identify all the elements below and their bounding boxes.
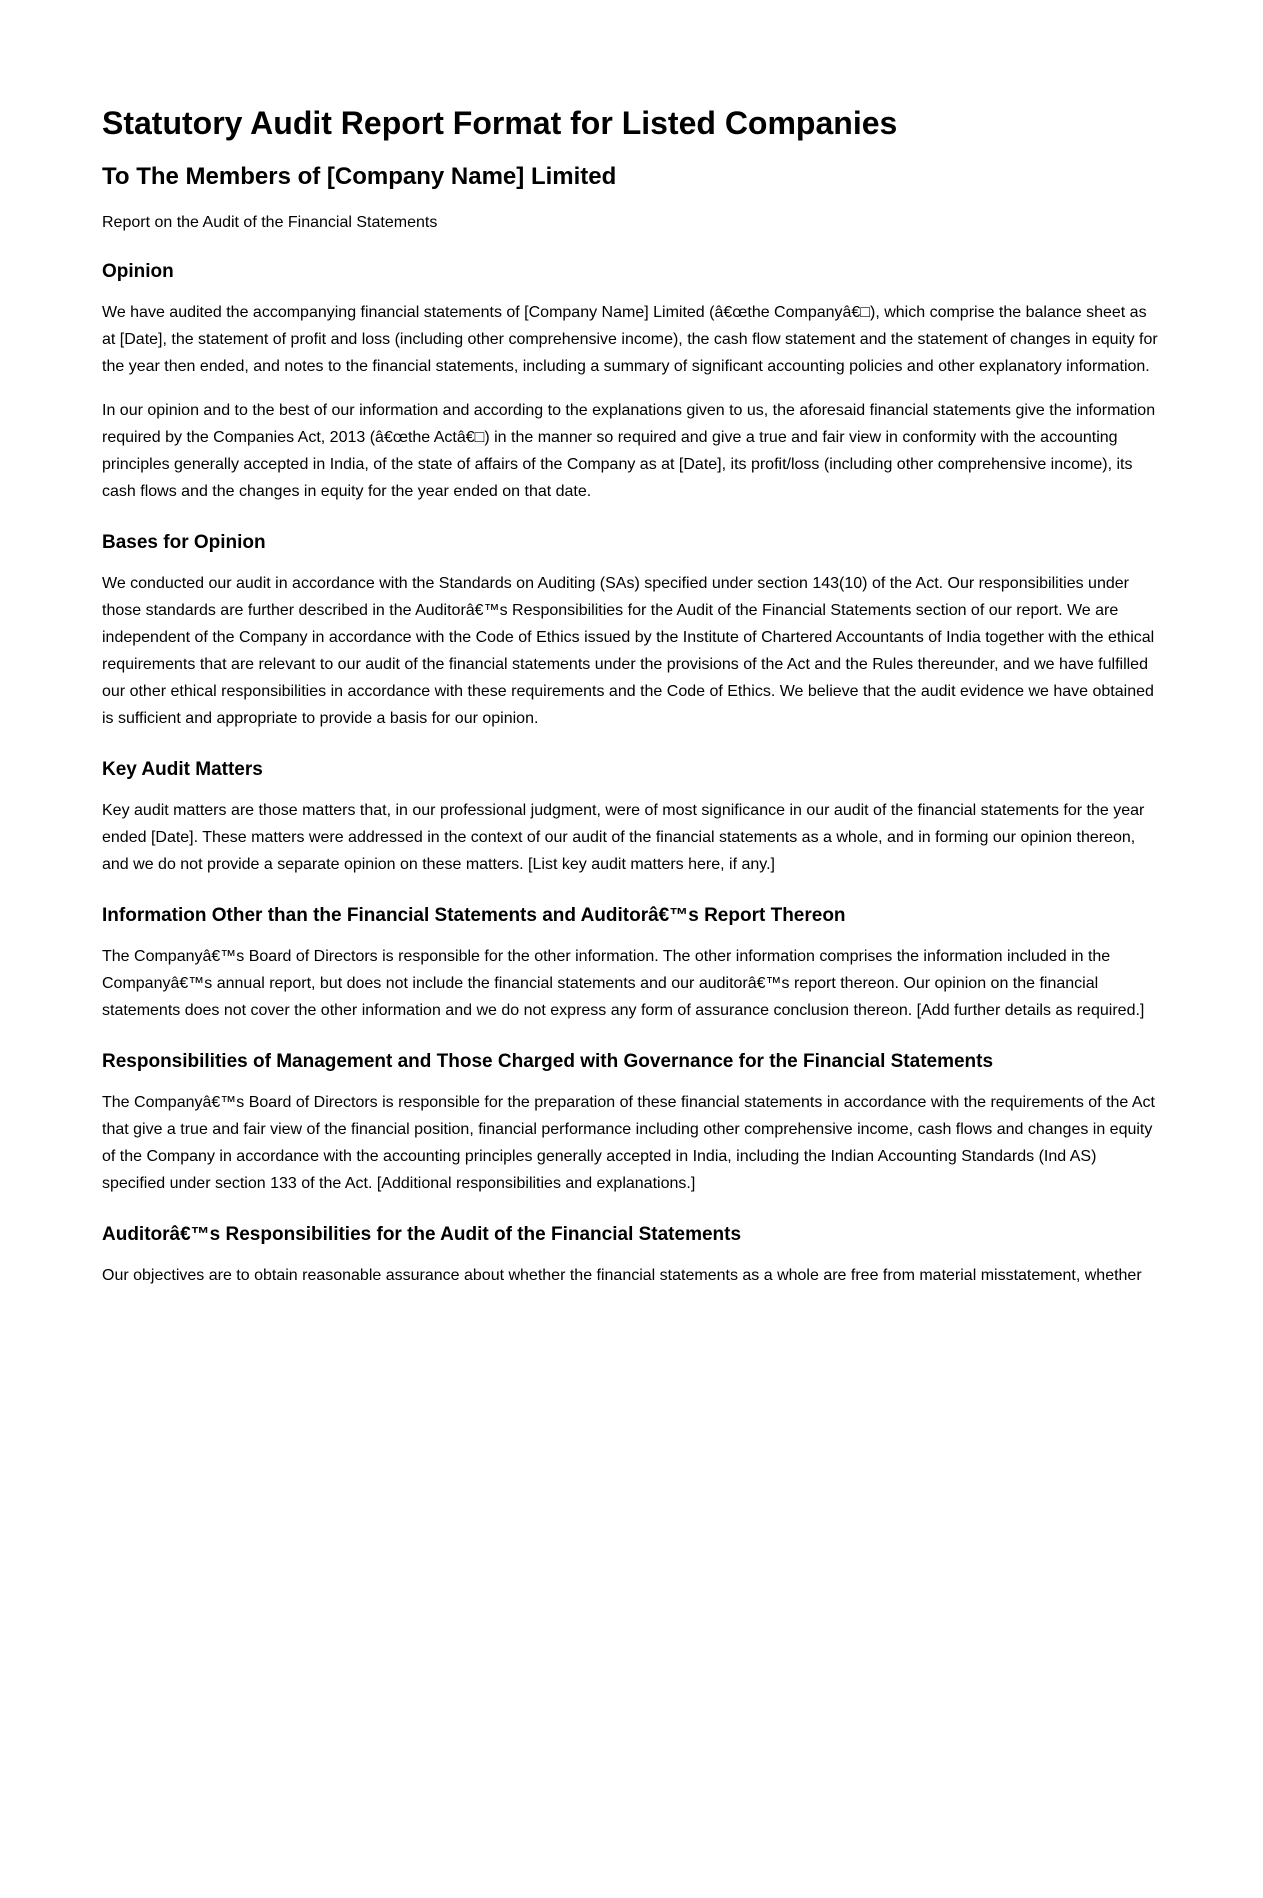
section-heading-other-info: Information Other than the Financial Statements and Auditorâ€™s Report Thereon: [102, 905, 846, 926]
section-heading-opinion: Opinion: [102, 261, 174, 282]
section-bases-for-opinion: [102, 530, 1161, 732]
section-key-audit-matters: [102, 757, 1161, 878]
opinion-paragraph-2: In our opinion and to the best of our information and according to the explanations given to us, the aforesaid financial statements give the information required by the Companies Act, 2013 (â€œthe Actâ€□) in the manner so required and give a true and fair view in conformity with the accounting principles generally accepted in India, of the state of affairs of the Company as at [Date], its profit/loss (including other comprehensive income), its cash flows and the changes in equity for the year ended on that date.: [102, 402, 1156, 500]
other-info-paragraph-1: The Companyâ€™s Board of Directors is responsible for the other information. The other information comprises the information included in the Companyâ€™s annual report, but does not include the financial statements and our auditorâ€™s report thereon. Our opinion on the financial statements does not cover the other information and we do not express any form of assurance conclusion thereon. [Add further details as required.]: [102, 948, 1145, 1019]
kam-paragraph-1: Key audit matters are those matters that, in our professional judgment, were of most significance in our audit of the financial statements for the year ended [Date]. These matters were addressed in the context of our audit of the financial statements as a whole, and in forming our opinion thereon, and we do not provide a separate opinion on these matters. [List key audit matters here, if any.]: [102, 802, 1145, 873]
opinion-paragraph-1: We have audited the accompanying financial statements of [Company Name] Limited (â€œthe Companyâ€□), which comprise the balance sheet as at [Date], the statement of profit and loss (including other comprehensive income), the cash flow statement and the statement of changes in equity for the year then ended, and notes to the financial statements, including a summary of significant accounting policies and other explanatory information.: [102, 304, 1158, 375]
section-heading-auditor: Auditorâ€™s Responsibilities for the Audit of the Financial Statements: [102, 1224, 742, 1245]
bases-paragraph-1: We conducted our audit in accordance with the Standards on Auditing (SAs) specified under section 143(10) of the Act. Our responsibilities under those standards are further described in the Auditorâ€™s Responsibilities for the Audit of the Financial Statements section of our report. We are independent of the Company in accordance with the Code of Ethics issued by the Institute of Chartered Accountants of India together with the ethical requirements that are relevant to our audit of the financial statements under the provisions of the Act and the Rules thereunder, and we have fulfilled our other ethical responsibilities in accordance with these requirements and the Code of Ethics. We believe that the audit evidence we have obtained is sufficient and appropriate to provide a basis for our opinion.: [102, 575, 1155, 727]
section-heading-kam: Key Audit Matters: [102, 759, 263, 780]
section-opinion: [102, 259, 1161, 505]
section-other-information: [102, 903, 1161, 1024]
document-title: Statutory Audit Report Format for Listed Companies: [102, 105, 898, 141]
section-auditor-responsibilities: [102, 1222, 1161, 1289]
report-subtitle: Report on the Audit of the Financial Statements: [102, 214, 438, 231]
auditor-paragraph-1: Our objectives are to obtain reasonable assurance about whether the financial statements as a whole are free from material misstatement, whether: [102, 1267, 1142, 1284]
section-heading-bases: Bases for Opinion: [102, 532, 266, 553]
mgmt-paragraph-1: The Companyâ€™s Board of Directors is responsible for the preparation of these financial statements in accordance with the requirements of the Act that give a true and fair view of the financial position, financial performance including other comprehensive income, cash flows and changes in equity of the Company in accordance with the accounting principles generally accepted in India, including the Indian Accounting Standards (Ind AS) specified under section 133 of the Act. [Additional responsibilities and explanations.]: [102, 1094, 1155, 1192]
section-management-responsibilities: [102, 1049, 1161, 1197]
section-heading-mgmt: Responsibilities of Management and Those Charged with Governance for the Financial Statements: [102, 1051, 994, 1072]
addressee-heading: To The Members of [Company Name] Limited: [102, 163, 617, 190]
